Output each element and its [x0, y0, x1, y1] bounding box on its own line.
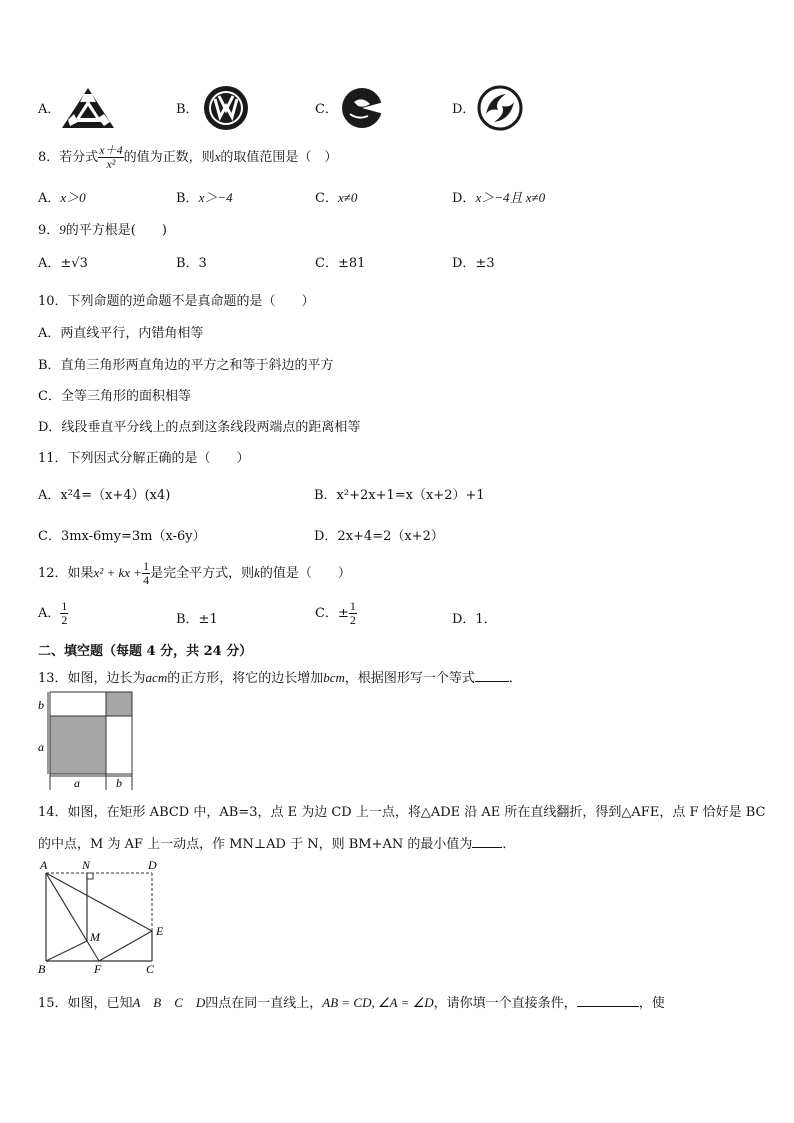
q13-answer-blank[interactable]: [475, 681, 509, 682]
q11-option-d: D．2x+4=2（x+2）: [314, 529, 444, 544]
q12-option-a: A． $\frac{1}{2}$: [38, 599, 68, 627]
q8-stem: [38, 144, 337, 171]
q9-stem: 9．9的平方根是( ): [38, 222, 167, 238]
q10-option-a: A．两直线平行，内错角相等: [38, 326, 204, 341]
svg-text:N: N: [82, 858, 91, 872]
q8-prefix: 8．若分式: [38, 150, 99, 165]
svg-text:F: F: [94, 962, 102, 976]
q14-stem-line2: 的中点，M 为 AF 上一动点，作 MN⊥AD 于 N，则 BM+AN 的最小值为 ．: [38, 837, 516, 852]
q8-option-a: A．x＞0: [38, 190, 86, 206]
vw-logo-icon: [202, 84, 250, 132]
q7-option-b-letter: B．: [176, 102, 199, 117]
q8-frac-den: x²: [106, 157, 116, 171]
svg-text:M: M: [90, 930, 100, 944]
svg-text:A: A: [40, 858, 48, 872]
q7-option-d-letter: D．: [452, 102, 476, 117]
q8-fraction: [98, 144, 123, 171]
svg-text:D: D: [148, 858, 157, 872]
q11-option-a: A．x²4=（x+4）(x4): [38, 488, 171, 503]
q8-var: x: [214, 149, 221, 164]
q13-label-b-bottom: b: [116, 776, 122, 790]
q12-stem: 12．如果x² + kx + $\frac{1}{4}$ 是完全平方式，则k的值是（ ）: [38, 559, 351, 587]
q12-option-b: B．±1: [176, 612, 218, 627]
q13-label-a-bottom: a: [74, 776, 80, 790]
abstract-logo-icon: [340, 86, 386, 130]
dongfeng-logo-icon: [476, 84, 524, 132]
q13-stem: 13．如图，边长为acm的正方形，将它的边长增加bcm，根据图形写一个等式 ．: [38, 670, 522, 686]
q8-suffix: 的取值范围是（ ）: [220, 150, 338, 165]
q12-fraction: $\frac{1}{4}$: [143, 559, 150, 587]
recycle-logo-icon: [60, 86, 116, 130]
q11-option-c: C．3mx-6my=3m（x-6y）: [38, 529, 206, 544]
q10-option-c: C．全等三角形的面积相等: [38, 389, 191, 404]
section-heading: 二、填空题（每题 4 分，共 24 分）: [38, 644, 253, 659]
q8-option-d: D．x＞−4且 x≠0: [452, 190, 546, 206]
q12-expression: x² + kx +: [93, 565, 143, 580]
q9-option-d: D．±3: [452, 256, 495, 271]
svg-text:B: B: [38, 962, 46, 976]
q10-option-b: B．直角三角形两直角边的平方之和等于斜边的平方: [38, 358, 334, 373]
q8-option-b: B．x＞−4: [176, 190, 233, 206]
q14-stem-line1: 14．如图，在矩形 ABCD 中，AB=3，点 E 为边 CD 上一点，将△ADE 沿 AE 所在直线翻折，得到△AFE，点 F 恰好是 BC: [38, 805, 766, 820]
q12-option-d: D．1．: [452, 612, 497, 627]
q10-stem: 10．下列命题的逆命题不是真命题的是（ ）: [38, 294, 315, 309]
q13-square-figure: [34, 690, 138, 790]
q12-option-c: C．± $\frac{1}{2}$: [315, 599, 356, 627]
q13-label-b-left: b: [38, 698, 44, 712]
q13-label-a-left: a: [38, 740, 44, 754]
q15-stem: 15．如图，已知A B C D四点在同一直线上，AB = CD, ∠A = ∠D，请你填一个直接条件， ，使: [38, 995, 665, 1011]
q7-option-a-letter: A．: [38, 102, 61, 117]
q9-option-b: B．3: [176, 256, 207, 271]
q8-mid: 的值为正数，则: [123, 150, 215, 165]
q7-option-c-letter: C．: [315, 102, 338, 117]
q10-option-d: D．线段垂直平分线上的点到这条线段两端点的距离相等: [38, 420, 361, 435]
q8-option-c: C．x≠0: [315, 190, 358, 206]
svg-text:C: C: [146, 962, 155, 976]
q8-frac-num: x＋4: [99, 143, 123, 157]
svg-text:E: E: [156, 924, 164, 938]
q9-option-a: A．±√3: [38, 256, 88, 271]
q11-option-b: B．x²+2x+1=x（x+2）+1: [314, 488, 485, 503]
q15-answer-blank[interactable]: [577, 1006, 639, 1007]
q11-stem: 11．下列因式分解正确的是（ ）: [38, 451, 250, 466]
q14-answer-blank[interactable]: [472, 847, 502, 848]
q14-rectangle-figure: [34, 855, 174, 980]
q9-option-c: C．±81: [315, 256, 366, 271]
